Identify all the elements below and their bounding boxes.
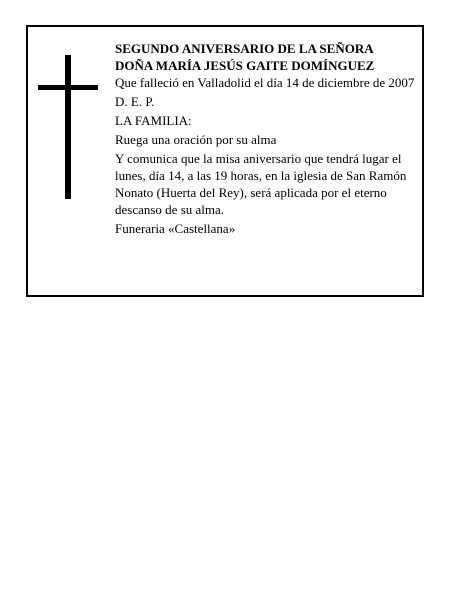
- death-information: Que falleció en Valladolid el día 14 de diciembre de 2007: [115, 75, 415, 90]
- notice-title-line-2: DOÑA MARÍA JESÚS GAITE DOMÍNGUEZ: [115, 58, 375, 73]
- notice-text: [115, 40, 415, 237]
- latin-cross-icon: [38, 55, 98, 199]
- family-heading: LA FAMILIA:: [115, 113, 192, 128]
- cross-vertical-bar: [65, 55, 71, 199]
- prayer-request: Ruega una oración por su alma: [115, 132, 277, 147]
- notice-title-line-1: SEGUNDO ANIVERSARIO DE LA SEÑORA: [115, 41, 374, 56]
- mass-announcement: Y comunica que la misa aniversario que tendrá lugar el lunes, día 14, a las 19 horas, en la iglesia de San Ramón Nonato (Huerta del Rey), será aplicada por el eterno descanso de su alma.: [115, 151, 407, 217]
- dep-abbreviation: D. E. P.: [115, 94, 155, 109]
- funeral-home: Funeraria «Castellana»: [115, 221, 236, 236]
- obituary-notice: [26, 25, 424, 297]
- cross-horizontal-bar: [38, 85, 98, 90]
